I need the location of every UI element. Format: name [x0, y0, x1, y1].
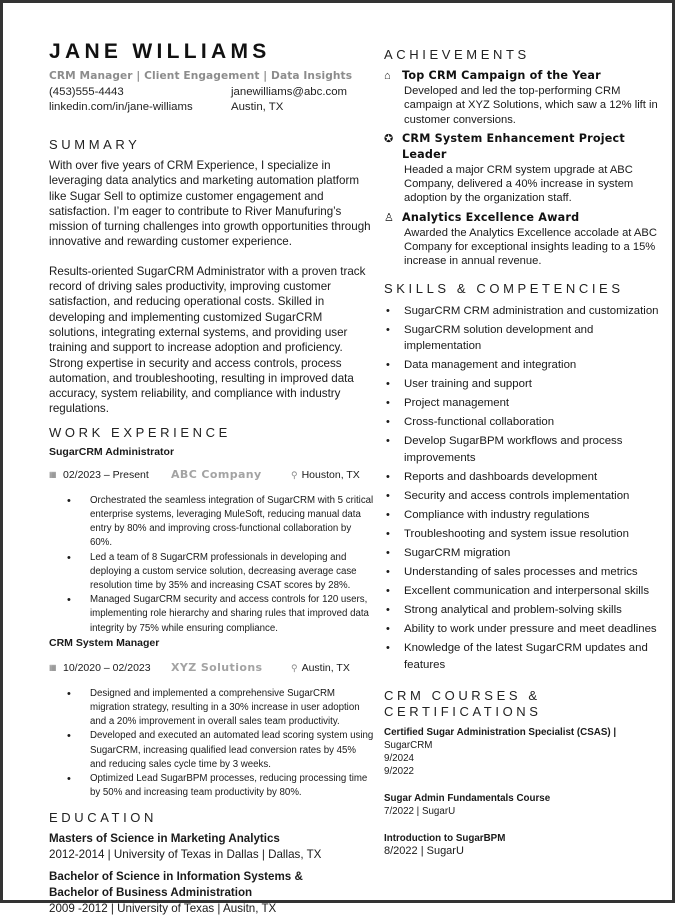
experience-section — [49, 425, 374, 801]
job-title: CRM System Manager — [49, 636, 160, 649]
contact-info — [49, 85, 374, 115]
section-title-skills: SKILLS & COMPETENCIES — [384, 280, 624, 296]
email[interactable]: janewilliams@abc.com — [231, 86, 348, 98]
company-name: ABC Company — [171, 467, 262, 481]
education-detail: 2009 -2012 | University of Texas | Ausitn, TX — [49, 902, 277, 916]
summary-section — [49, 137, 374, 417]
job-bullets — [49, 494, 374, 636]
course-detail: 9/2024 — [384, 752, 414, 764]
skill-item: • Ability to work under pressure and meet deadlines — [384, 621, 669, 638]
job-meta — [49, 468, 374, 482]
education-detail: 2012-2014 | University of Texas in Dallas | Dallas, TX — [49, 848, 322, 862]
award-ribbon-icon: ♙ — [384, 211, 394, 224]
course-title: Certified Sugar Administration Specialist (CSAS) | — [384, 726, 617, 738]
right-column — [384, 47, 669, 858]
achievement-description: Awarded the Analytics Excellence accolade at ABC Company for exceptional insights leading to a 15% increase in annual revenue. — [404, 226, 657, 268]
course-item — [384, 832, 669, 858]
achievement-title: Analytics Excellence Award — [402, 210, 580, 224]
skill-item: • Compliance with industry regulations — [384, 507, 669, 524]
job-bullet: • Developed and executed an automated lead scoring system using SugarCRM, increasing qualified lead conversion rates by 45% and reducing sales cycle time by 3 weeks. — [67, 729, 374, 772]
job-bullet: • Managed SugarCRM security and access controls for 120 users, implementing role hierarchy and sharing rules that improved data integrity by 75% while ensuring compliance. — [67, 593, 374, 636]
job-bullet: • Led a team of 8 SugarCRM professionals in developing and deploying a custom service solution, decreasing average case resolution time by 35% and increasing CSAT scores by 28%. — [67, 551, 374, 594]
skills-section — [384, 281, 669, 674]
tagline: CRM Manager | Client Engagement | Data Insights — [49, 70, 353, 82]
achievement-item — [384, 131, 669, 206]
skill-item: • Develop SugarBPM workflows and process improvements — [384, 433, 669, 467]
course-detail: SugarCRM — [384, 739, 433, 751]
skill-item: • SugarCRM solution development and implementation — [384, 322, 669, 356]
calendar-icon: ▦ — [49, 662, 57, 672]
skill-item: • SugarCRM migration — [384, 545, 669, 562]
skill-item: • Strong analytical and problem-solving skills — [384, 602, 669, 619]
section-title-education: EDUCATION — [49, 810, 157, 826]
summary-paragraph: Results-oriented SugarCRM Administrator with a proven track record of driving sales productivity, improving customer satisfaction, and reducing operational costs. Skilled in developing and implementing customized SugarCRM solutions, integrating external systems, and providing user training and support to increase adoption and proficiency. Strong expertise in security and access controls, process automation, and troubleshooting, resulting in improved data accuracy, system reliability, and compliance with industry regulations. — [49, 264, 366, 416]
left-column — [49, 39, 374, 917]
job-bullet: • Optimized Lead SugarBPM processes, reducing processing time by 50% and increasing team productivity by 80%. — [67, 772, 374, 800]
skill-item: • Data management and integration — [384, 357, 669, 374]
course-detail: 9/2022 — [384, 765, 414, 777]
company-name: XYZ Solutions — [171, 660, 263, 674]
skill-item: • SugarCRM CRM administration and customization — [384, 303, 669, 320]
phone: (453)555-4443 — [49, 86, 124, 98]
achievement-title: Top CRM Campaign of the Year — [402, 69, 601, 82]
course-title: Introduction to SugarBPM — [384, 832, 506, 844]
job-bullets — [49, 687, 374, 801]
job-location: Austin, TX — [301, 661, 350, 674]
course-title: Sugar Admin Fundamentals Course — [384, 792, 551, 804]
section-title-experience: WORK EXPERIENCE — [49, 424, 231, 440]
course-item — [384, 726, 669, 778]
job-title: SugarCRM Administrator — [49, 445, 175, 458]
achievement-item — [384, 68, 669, 127]
skill-item: • Cross-functional collaboration — [384, 414, 669, 431]
calendar-icon: ▦ — [49, 469, 57, 479]
candidate-name: JANE WILLIAMS — [49, 40, 271, 63]
location-pin-icon: ⚲ — [291, 662, 298, 673]
achievement-description: Headed a major CRM system upgrade at ABC Company, delivered a 40% increase in system adoption by the organization staff. — [404, 163, 634, 205]
course-detail: 7/2022 | SugarU — [384, 805, 456, 817]
summary-paragraph: With over five years of CRM Experience, I specialize in leveraging data analytics and marketing automation platform like Sugar Sell to optimize customer engagement and satisfaction. I’m eager to contribute to River Manufuring’s mission of turning challenges into growth opportunities through innovative and rewarding customer experience. — [49, 159, 371, 249]
job-location: Houston, TX — [301, 468, 360, 481]
job-entry — [49, 445, 374, 636]
house-icon: ⌂ — [384, 70, 391, 82]
skill-item: • Troubleshooting and system issue resolution — [384, 526, 669, 543]
achievement-description: Developed and led the top-performing CRM campaign at XYZ Solutions, which saw a 12% lift in customer conversions. — [404, 85, 658, 126]
education-entry — [49, 831, 374, 863]
achievement-title: CRM System Enhancement Project Leader — [402, 131, 625, 161]
star-circle-icon: ✪ — [384, 132, 394, 145]
skill-item: • Knowledge of the latest SugarCRM updates and features — [384, 640, 669, 674]
job-bullet: • Designed and implemented a comprehensive SugarCRM migration strategy, resulting in a 30% increase in user adoption and a 20% improvement in overall sales team productivity. — [67, 687, 374, 730]
section-title-achievements: ACHIEVEMENTS — [384, 47, 530, 62]
job-dates: 02/2023 – Present — [63, 468, 149, 481]
achievement-item — [384, 210, 669, 269]
skill-item: • User training and support — [384, 376, 669, 393]
course-detail: 8/2022 | SugarU — [384, 844, 464, 857]
job-dates: 10/2020 – 02/2023 — [63, 661, 151, 674]
education-entry — [49, 869, 374, 917]
skill-item: • Reports and dashboards development — [384, 469, 669, 486]
linkedin-link[interactable]: linkedin.com/in/jane-williams — [49, 101, 193, 113]
skills-list — [384, 303, 669, 674]
location: Austin, TX — [231, 101, 284, 113]
education-section — [49, 810, 374, 917]
skill-item: • Excellent communication and interpersonal skills — [384, 583, 669, 600]
section-title-courses: CERTIFICATIONS — [384, 703, 542, 719]
location-pin-icon: ⚲ — [291, 469, 298, 480]
degree: Bachelor of Science in Information Systems & — [49, 870, 303, 884]
skill-item: • Project management — [384, 395, 669, 412]
section-title-summary: SUMMARY — [49, 137, 141, 152]
course-item — [384, 792, 669, 818]
job-meta — [49, 661, 374, 675]
degree: Masters of Science in Marketing Analytics — [49, 832, 280, 846]
job-entry — [49, 636, 374, 801]
courses-section — [384, 688, 669, 858]
section-title-courses: CRM COURSES & — [384, 687, 541, 703]
job-bullet: • Orchestrated the seamless integration of SugarCRM with 5 critical enterprise systems, leveraging MuleSoft, reducing manual data entry by 80% and improving cross-functional collaboration by 60%. — [67, 494, 374, 551]
skill-item: • Security and access controls implementation — [384, 488, 669, 505]
skill-item: • Understanding of sales processes and metrics — [384, 564, 669, 581]
degree: Bachelor of Business Administration — [49, 886, 253, 900]
